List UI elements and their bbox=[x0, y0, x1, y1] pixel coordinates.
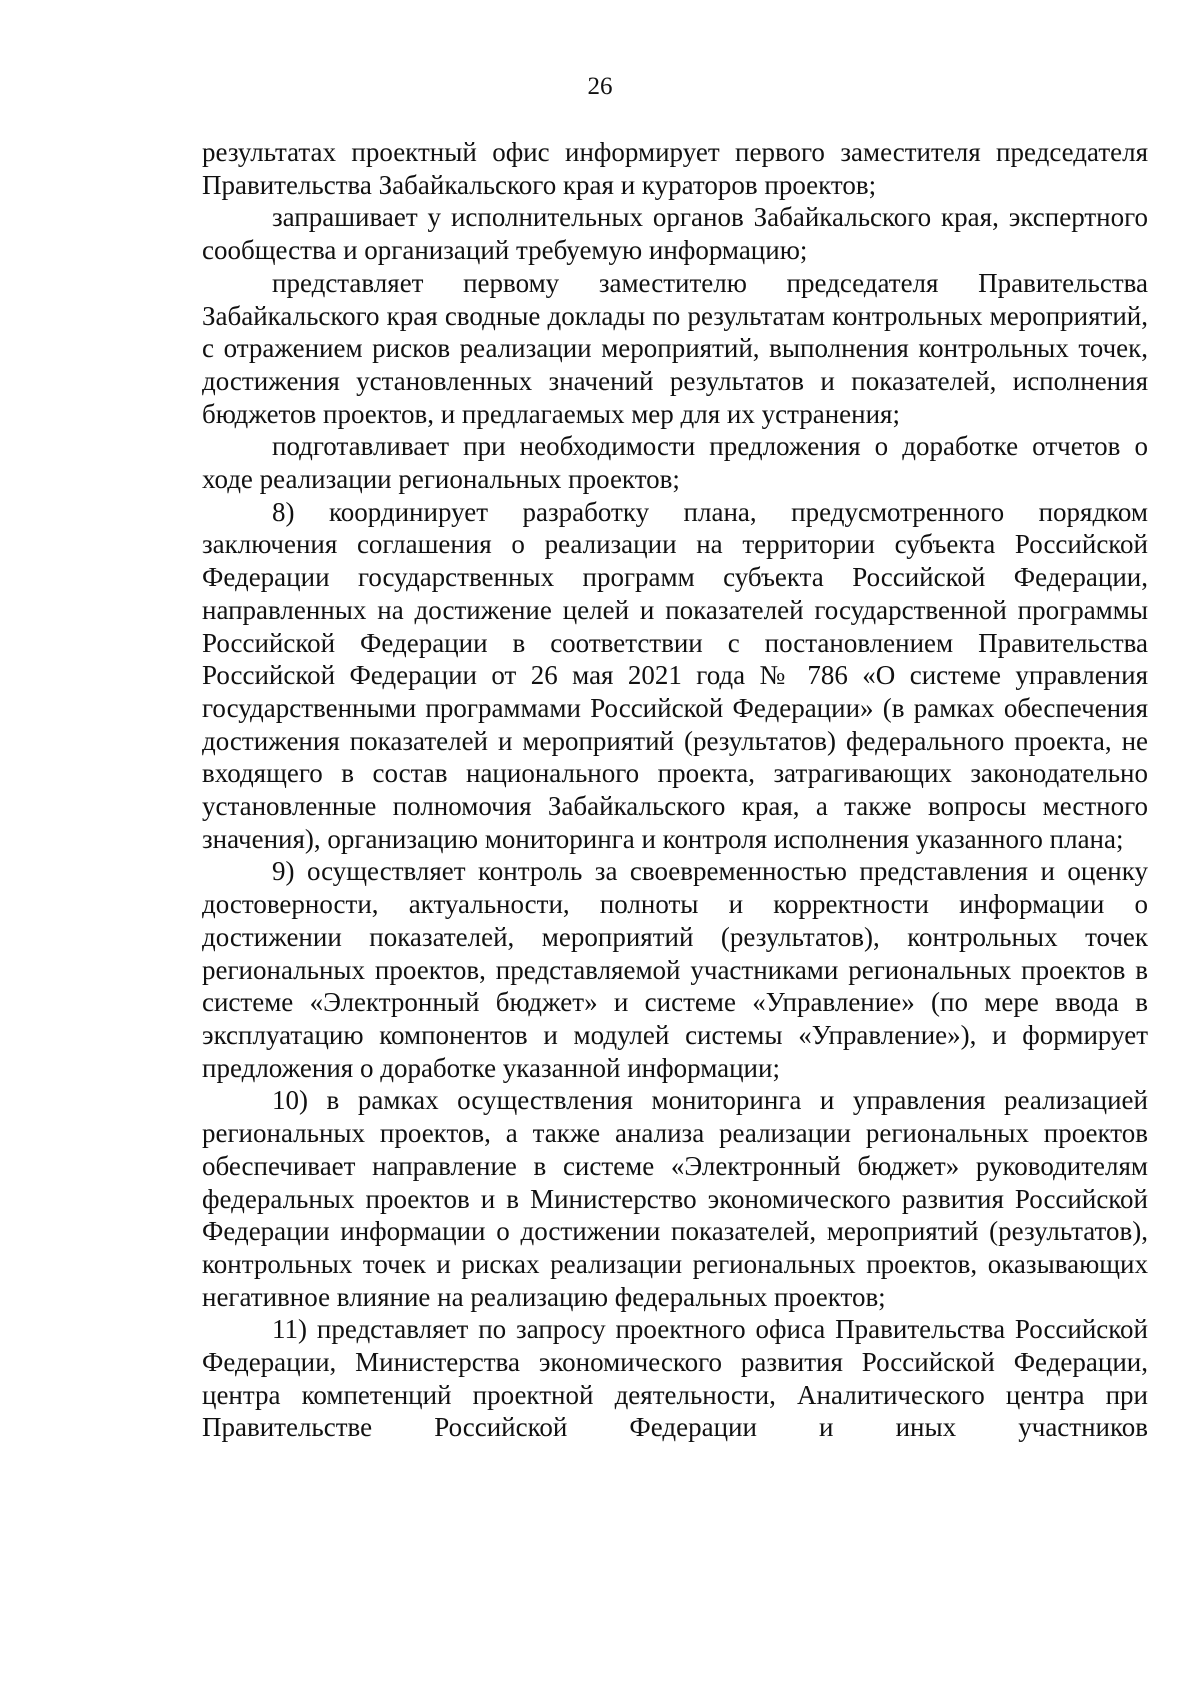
paragraph-item-10: 10) в рамках осуществления мониторинга и управления реализацией региональных проектов, а также анализа реализации региональных проектов обеспечивает направление в системе «Электронный бюджет» руководителям федеральных проектов и в Министерство экономического развития Российской Федерации информации о достижении показателей, мероприятий (результатов), контрольных точек и рисках реализации региональных проектов, оказывающих негативное влияние на реализацию федеральных проектов; bbox=[202, 1085, 1148, 1312]
paragraph-requests-information: запрашивает у исполнительных органов Забайкальского края, экспертного сообщества и организаций требуемую информацию; bbox=[202, 202, 1148, 266]
paragraph-item-8: 8) координирует разработку плана, предусмотренного порядком заключения соглашения о реализации на территории субъекта Российской Федерации государственных программ субъекта Российской Федерации, направленных на достижение целей и показателей государственной программы Российской Федерации в соответствии с постановлением Правительства Российской Федерации от 26 мая 2021 года № 786 «О системе управления государственными программами Российской Федерации» (в рамках обеспечения достижения показателей и мероприятий (результатов) федерального проекта, не входящего в состав национального проекта, затрагивающих законодательно установленные полномочия Забайкальского края, а также вопросы местного значения), организацию мониторинга и контроля исполнения указанного плана; bbox=[202, 496, 1148, 854]
paragraph-report-revision: подготавливает при необходимости предложения о доработке отчетов о ходе реализации региональных проектов; bbox=[202, 431, 1148, 495]
paragraph-reporting-results: результатах проектный офис информирует первого заместителя председателя Правительства Забайкальского края и кураторов проектов; bbox=[202, 137, 1148, 200]
page-number: 26 bbox=[587, 73, 613, 100]
paragraph-summary-reports: представляет первому заместителю председателя Правительства Забайкальского края сводные доклады по результатам контрольных мероприятий, с отражением рисков реализации мероприятий, выполнения контрольных точек, достижения установленных значений результатов и показателей, исполнения бюджетов проектов, и предлагаемых мер для их устранения; bbox=[202, 267, 1148, 429]
paragraph-item-11: 11) представляет по запросу проектного офиса Правительства Российской Федерации, Министерства экономического развития Российской Федерации, центра компетенций проектной деятельности, Аналитического центра при Правительстве Российской Федерации и иных участников bbox=[202, 1314, 1148, 1443]
paragraph-item-9: 9) осуществляет контроль за своевременностью представления и оценку достоверности, актуальности, полноты и корректности информации о достижении показателей, мероприятий (результатов), контрольных точек региональных проектов, представляемой участниками региональных проектов в системе «Электронный бюджет» и системе «Управление» (по мере ввода в эксплуатацию компонентов и модулей системы «Управление»), и формирует предложения о доработке указанной информации; bbox=[202, 856, 1148, 1083]
document-body bbox=[202, 136, 1148, 1444]
